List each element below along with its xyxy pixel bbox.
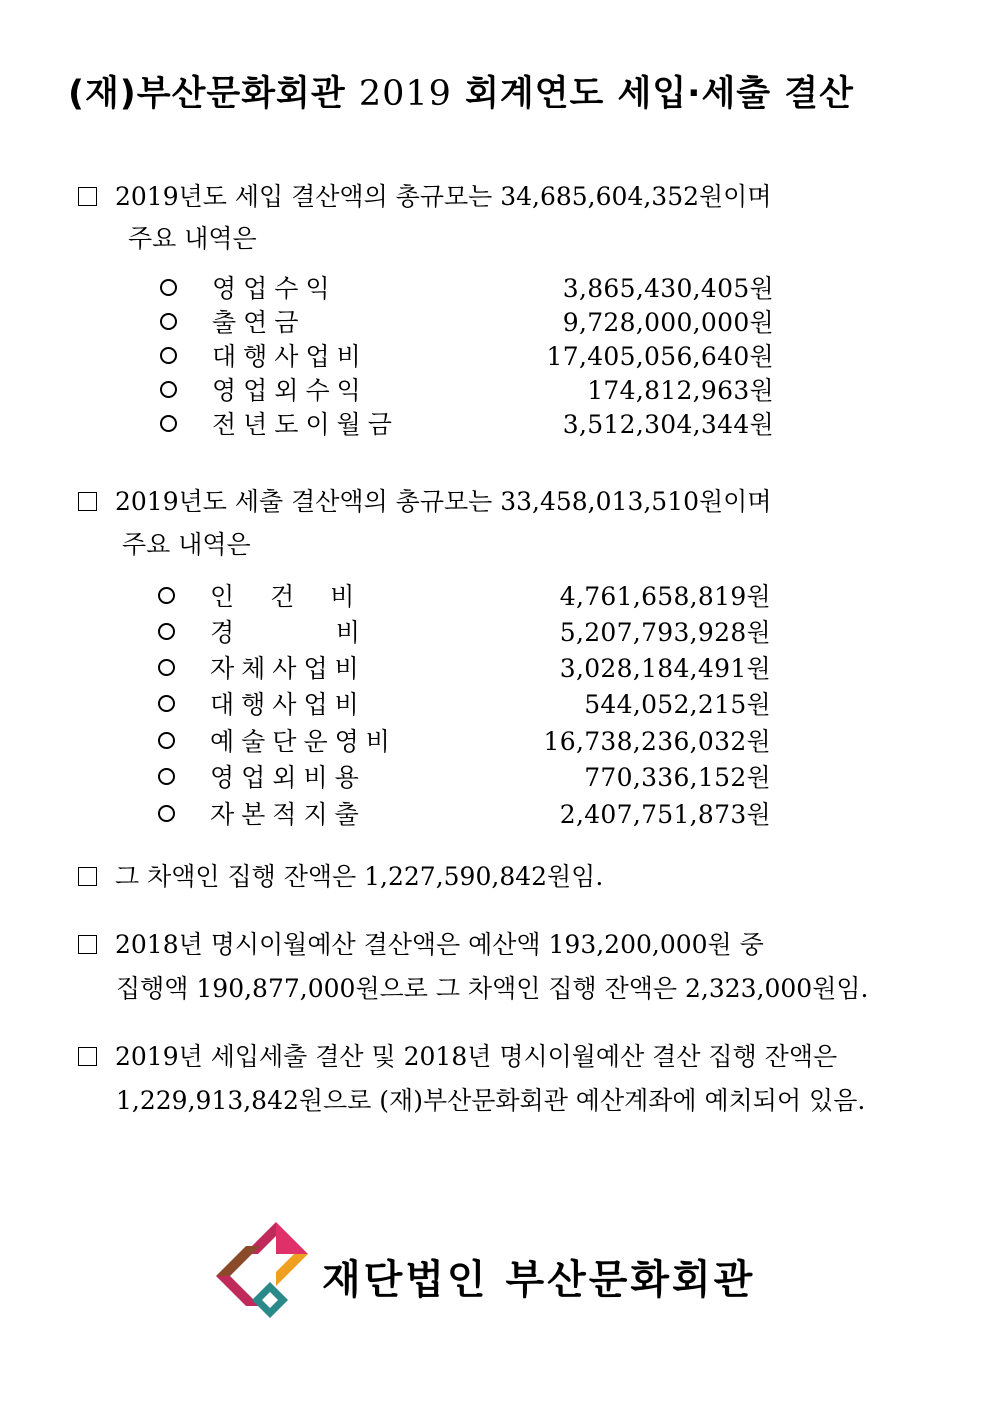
deposit-detail: 1,229,913,842원으로 (재)부산문화회관 예산계좌에 예치되어 있음. <box>116 1086 866 1115</box>
revenue-item <box>160 344 774 374</box>
revenue-item-label: 영업외수익 <box>212 376 368 405</box>
revenue-item-amount: 174,812,963원 <box>587 376 774 405</box>
revenue-summary <box>78 184 771 209</box>
carryover-summary <box>78 932 764 957</box>
title-prefix: (재)부산문화회관 <box>68 74 346 114</box>
circle-bullet-icon <box>158 768 175 785</box>
revenue-item-amount: 9,728,000,000원 <box>562 308 774 337</box>
expenditure-item-amount: 770,336,152원 <box>584 763 771 792</box>
revenue-item-amount: 17,405,056,640원 <box>546 342 774 371</box>
revenue-item <box>160 378 774 408</box>
title-year: 2019 <box>358 74 452 114</box>
carryover-summary-text: 2018년 명시이월예산 결산액은 예산액 193,200,000원 중 <box>115 930 764 959</box>
expenditure-intro: 주요 내역은 <box>122 530 251 559</box>
checkbox-square-icon <box>78 187 97 206</box>
circle-bullet-icon <box>160 279 177 296</box>
expenditure-item <box>158 802 771 832</box>
expenditure-item-label: 경 비 <box>210 618 375 647</box>
expenditure-item <box>158 584 771 614</box>
expenditure-item-label: 자본적지출 <box>210 800 366 829</box>
carryover-detail: 집행액 190,877,000원으로 그 차액인 집행 잔액은 2,323,000원임. <box>116 974 869 1003</box>
circle-bullet-icon <box>158 695 175 712</box>
expenditure-item-label: 예술단운영비 <box>210 727 397 756</box>
revenue-item <box>160 310 774 340</box>
revenue-item-label: 영업수익 <box>212 274 337 303</box>
circle-bullet-icon <box>160 313 177 330</box>
revenue-item-amount: 3,865,430,405원 <box>562 274 774 303</box>
revenue-item-amount: 3,512,304,344원 <box>562 410 774 439</box>
circle-bullet-icon <box>160 381 177 398</box>
circle-bullet-icon <box>158 805 175 822</box>
circle-bullet-icon <box>158 623 175 640</box>
circle-bullet-icon <box>158 587 175 604</box>
logo-diamond-top <box>244 1222 308 1286</box>
balance-summary <box>78 864 603 889</box>
logo-diamond-left <box>216 1246 260 1306</box>
expenditure-item <box>158 656 771 686</box>
circle-bullet-icon <box>160 347 177 364</box>
expenditure-item <box>158 765 771 795</box>
circle-bullet-icon <box>158 732 175 749</box>
revenue-item-label: 대행사업비 <box>212 342 368 371</box>
revenue-summary-text: 2019년도 세입 결산액의 총규모는 34,685,604,352원이며 <box>115 182 772 211</box>
expenditure-item-amount: 5,207,793,928원 <box>559 618 771 647</box>
expenditure-summary <box>78 489 771 514</box>
revenue-item <box>160 276 774 306</box>
revenue-item-label: 전년도이월금 <box>212 410 399 439</box>
deposit-summary <box>78 1044 837 1069</box>
logo-diamond-bottom <box>252 1282 288 1318</box>
expenditure-item-label: 자체사업비 <box>210 654 366 683</box>
balance-summary-text: 그 차액인 집행 잔액은 1,227,590,842원임. <box>115 862 604 891</box>
expenditure-item-amount: 3,028,184,491원 <box>559 654 771 683</box>
page-title <box>68 66 854 116</box>
checkbox-square-icon <box>78 492 97 511</box>
busan-cultural-center-logo <box>214 1220 314 1320</box>
deposit-summary-text: 2019년 세입세출 결산 및 2018년 명시이월예산 결산 집행 잔액은 <box>115 1042 838 1071</box>
revenue-item <box>160 412 774 442</box>
revenue-item-label: 출연금 <box>212 308 306 337</box>
checkbox-square-icon <box>78 935 97 954</box>
expenditure-item-amount: 2,407,751,873원 <box>559 800 771 829</box>
expenditure-item <box>158 729 771 759</box>
title-suffix: 회계연도 세입·세출 결산 <box>465 74 854 114</box>
expenditure-summary-text: 2019년도 세출 결산액의 총규모는 33,458,013,510원이며 <box>115 487 772 516</box>
expenditure-item-label: 인 건 비 <box>210 582 369 611</box>
expenditure-item-amount: 4,761,658,819원 <box>559 582 771 611</box>
expenditure-item-amount: 16,738,236,032원 <box>543 727 771 756</box>
checkbox-square-icon <box>78 1047 97 1066</box>
expenditure-item <box>158 692 771 722</box>
circle-bullet-icon <box>158 659 175 676</box>
revenue-intro: 주요 내역은 <box>128 224 257 253</box>
organization-name: 재단법인 부산문화회관 <box>322 1257 756 1303</box>
circle-bullet-icon <box>160 415 177 432</box>
expenditure-item <box>158 620 771 650</box>
expenditure-item-amount: 544,052,215원 <box>584 690 771 719</box>
expenditure-item-label: 대행사업비 <box>210 690 366 719</box>
checkbox-square-icon <box>78 867 97 886</box>
expenditure-item-label: 영업외비용 <box>210 763 366 792</box>
